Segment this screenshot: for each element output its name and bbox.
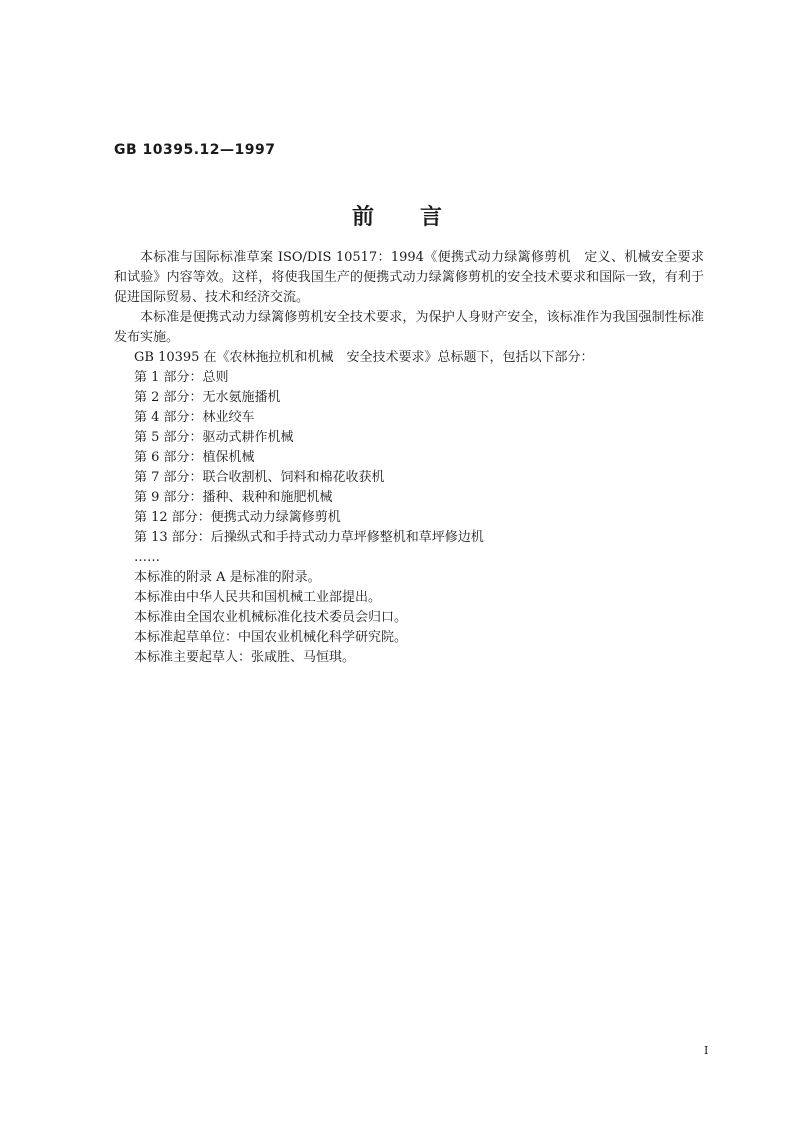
paragraph-equivalence: 本标准与国际标准草案 ISO/DIS 10517：1994《便携式动力绿篱修剪机 定义、机械安全要求和试验》内容等效。这样，将使我国生产的便携式动力绿篱修剪机的安全技术要求和国际一致，有利于促进国际贸易、技术和经济交流。 [114, 250, 704, 305]
series-intro: GB 10395 在《农林拖拉机和机械 安全技术要求》总标题下，包括以下部分： [134, 350, 594, 365]
ellipsis: …… [134, 550, 160, 565]
note-annex: 本标准的附录 A 是标准的附录。 [134, 570, 321, 585]
part-list-item: 第 12 部分：便携式动力绿篱修剪机 [134, 510, 341, 525]
part-list-item: 第 2 部分：无水氨施播机 [134, 390, 281, 405]
note-proposer: 本标准由中华人民共和国机械工业部提出。 [134, 590, 382, 605]
page-number: I [704, 1044, 709, 1057]
part-list-item: 第 6 部分：植保机械 [134, 450, 255, 465]
note-drafters: 本标准主要起草人：张咸胜、马恒琪。 [134, 650, 356, 665]
foreword-body [114, 248, 704, 668]
note-committee: 本标准由全国农业机械标准化技术委员会归口。 [134, 610, 408, 625]
title-char-2: 言 [420, 205, 443, 230]
part-list-item: 第 4 部分：林业绞车 [134, 410, 255, 425]
paragraph-mandatory: 本标准是便携式动力绿篱修剪机安全技术要求，为保护人身财产安全，该标准作为我国强制性标准发布实施。 [114, 310, 704, 345]
part-list-item: 第 13 部分：后操纵式和手持式动力草坪修整机和草坪修边机 [134, 530, 484, 545]
part-list-item: 第 1 部分：总则 [134, 370, 229, 385]
part-list-item: 第 7 部分：联合收割机、饲料和棉花收获机 [134, 470, 385, 485]
part-list-item: 第 5 部分：驱动式耕作机械 [134, 430, 294, 445]
title-char-1: 前 [351, 205, 374, 230]
note-drafting-unit: 本标准起草单位：中国农业机械化科学研究院。 [134, 630, 408, 645]
standard-code: GB 10395.12—1997 [114, 142, 276, 158]
page-title [0, 200, 794, 231]
part-list-item: 第 9 部分：播种、栽种和施肥机械 [134, 490, 333, 505]
